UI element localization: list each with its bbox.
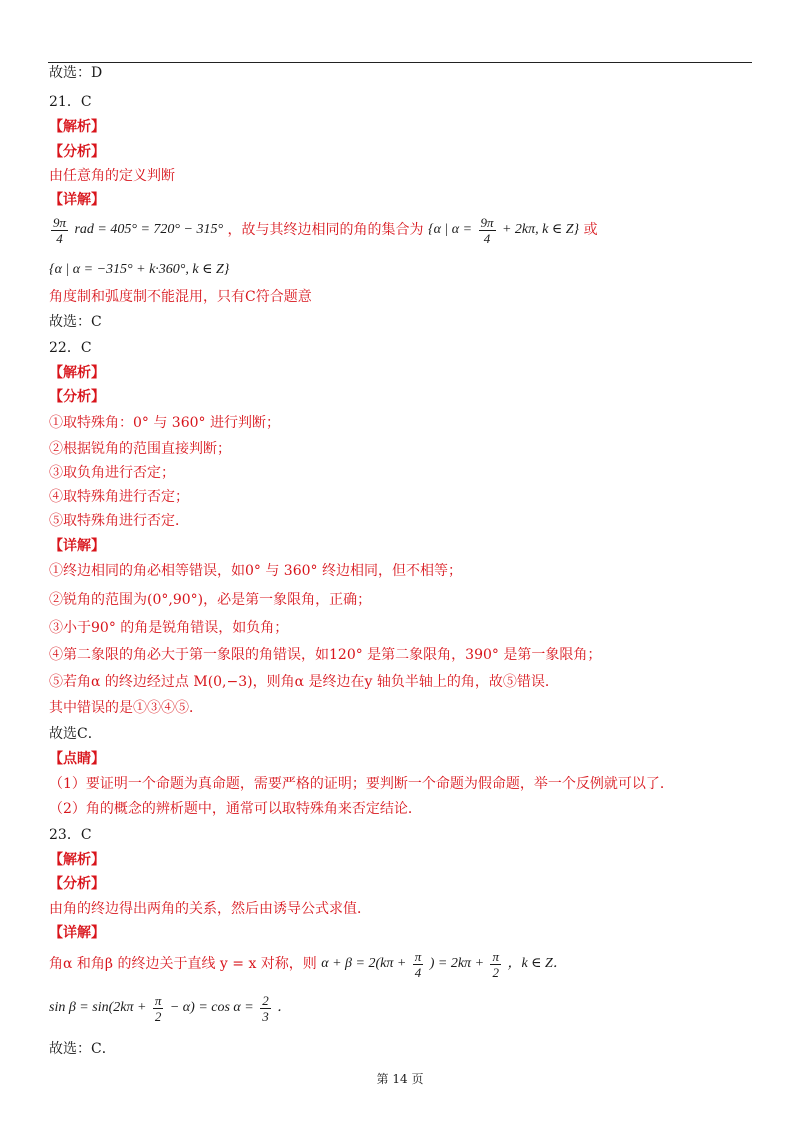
text-line: ④取特殊角进行否定； [49,489,189,505]
text-line: 故选：D [49,65,103,81]
fraction: $\frac{\pi}{4}$ [414,948,422,980]
text-line: ⑤取特殊角进行否定． [49,513,189,529]
fraction: $\frac{\pi}{2}$ [154,992,162,1024]
fraction: $\frac{9\pi}{4}$ [53,214,67,246]
text-line: ①取特殊角：0° 与 360° 进行判断； [49,415,280,431]
text-line: 由角的终边得出两角的关系，然后由诱导公式求值． [49,901,371,917]
formula-line: sin β = sin(2kπ + $\frac{\pi}{2}$ − α) = cos α = $\frac{2}{3}$ ． [49,992,292,1024]
text-line: 故选C． [49,726,102,742]
section-heading: 【分析】 [49,389,105,405]
section-heading: 【解析】 [49,365,105,381]
section-heading: 【解析】 [49,119,105,135]
formula-line: 角α 和角β 的终边关于直线 y = x 对称，则 α + β = 2(kπ + $\frac{\pi}{4}$ ) = 2kπ + $\frac{\pi}{2}$ ，k ∈ Z． [49,948,567,980]
section-heading: 【详解】 [49,192,105,208]
section-heading: 【分析】 [49,876,105,892]
text-line: 故选：C． [49,1041,116,1057]
question-number: 22．C [49,340,92,356]
text-line: ①终边相同的角必相等错误，如0° 与 360° 终边相同，但不相等； [49,563,462,579]
fraction: $\frac{9\pi}{4}$ [480,214,494,246]
text-line: 由任意角的定义判断 [49,168,175,184]
section-heading: 【点睛】 [49,751,105,767]
section-heading: 【详解】 [49,925,105,941]
section-heading: 【分析】 [49,144,105,160]
formula-line: $\frac{9\pi}{4}$ rad = 405° = 720° − 315° ，故与其终边相同的角的集合为 {α | α = $\frac{9\pi}{4}$ + 2kπ, k ∈ Z} 或 [53,214,598,246]
fraction: $\frac{2}{3}$ [262,992,269,1024]
section-heading: 【详解】 [49,538,105,554]
text-line: 其中错误的是①③④⑤． [49,700,203,716]
text-line: （2）角的概念的辨析题中，通常可以取特殊角来否定结论． [49,801,422,817]
section-heading: 【解析】 [49,852,105,868]
text-line: 角度制和弧度制不能混用，只有C符合题意 [49,289,312,305]
formula-line: {α | α = −315° + k·360°, k ∈ Z} [49,262,230,277]
text-line: ③小于90° 的角是锐角错误，如负角； [49,620,289,636]
question-number: 21．C [49,94,92,110]
page-number: 第 14 页 [376,1072,424,1086]
text-line: ②根据锐角的范围直接判断； [49,441,231,457]
question-number: 23．C [49,827,92,843]
text-line: ⑤若角α 的终边经过点 M(0,−3)，则角α 是终边在y 轴负半轴上的角，故⑤错误． [49,674,559,690]
text-line: ②锐角的范围为(0°,90°)，必是第一象限角，正确； [49,592,372,608]
fraction: $\frac{\pi}{2}$ [492,948,499,980]
text-line: （1）要证明一个命题为真命题，需要严格的证明；要判断一个命题为假命题，举一个反例就可以了． [49,776,674,792]
text-line: ③取负角进行否定； [49,465,175,481]
text-line: ④第二象限的角必大于第一象限的角错误，如120° 是第二象限角，390° 是第一象限角； [49,647,602,663]
header-rule [48,62,752,63]
text-line: 故选：C [49,314,102,330]
